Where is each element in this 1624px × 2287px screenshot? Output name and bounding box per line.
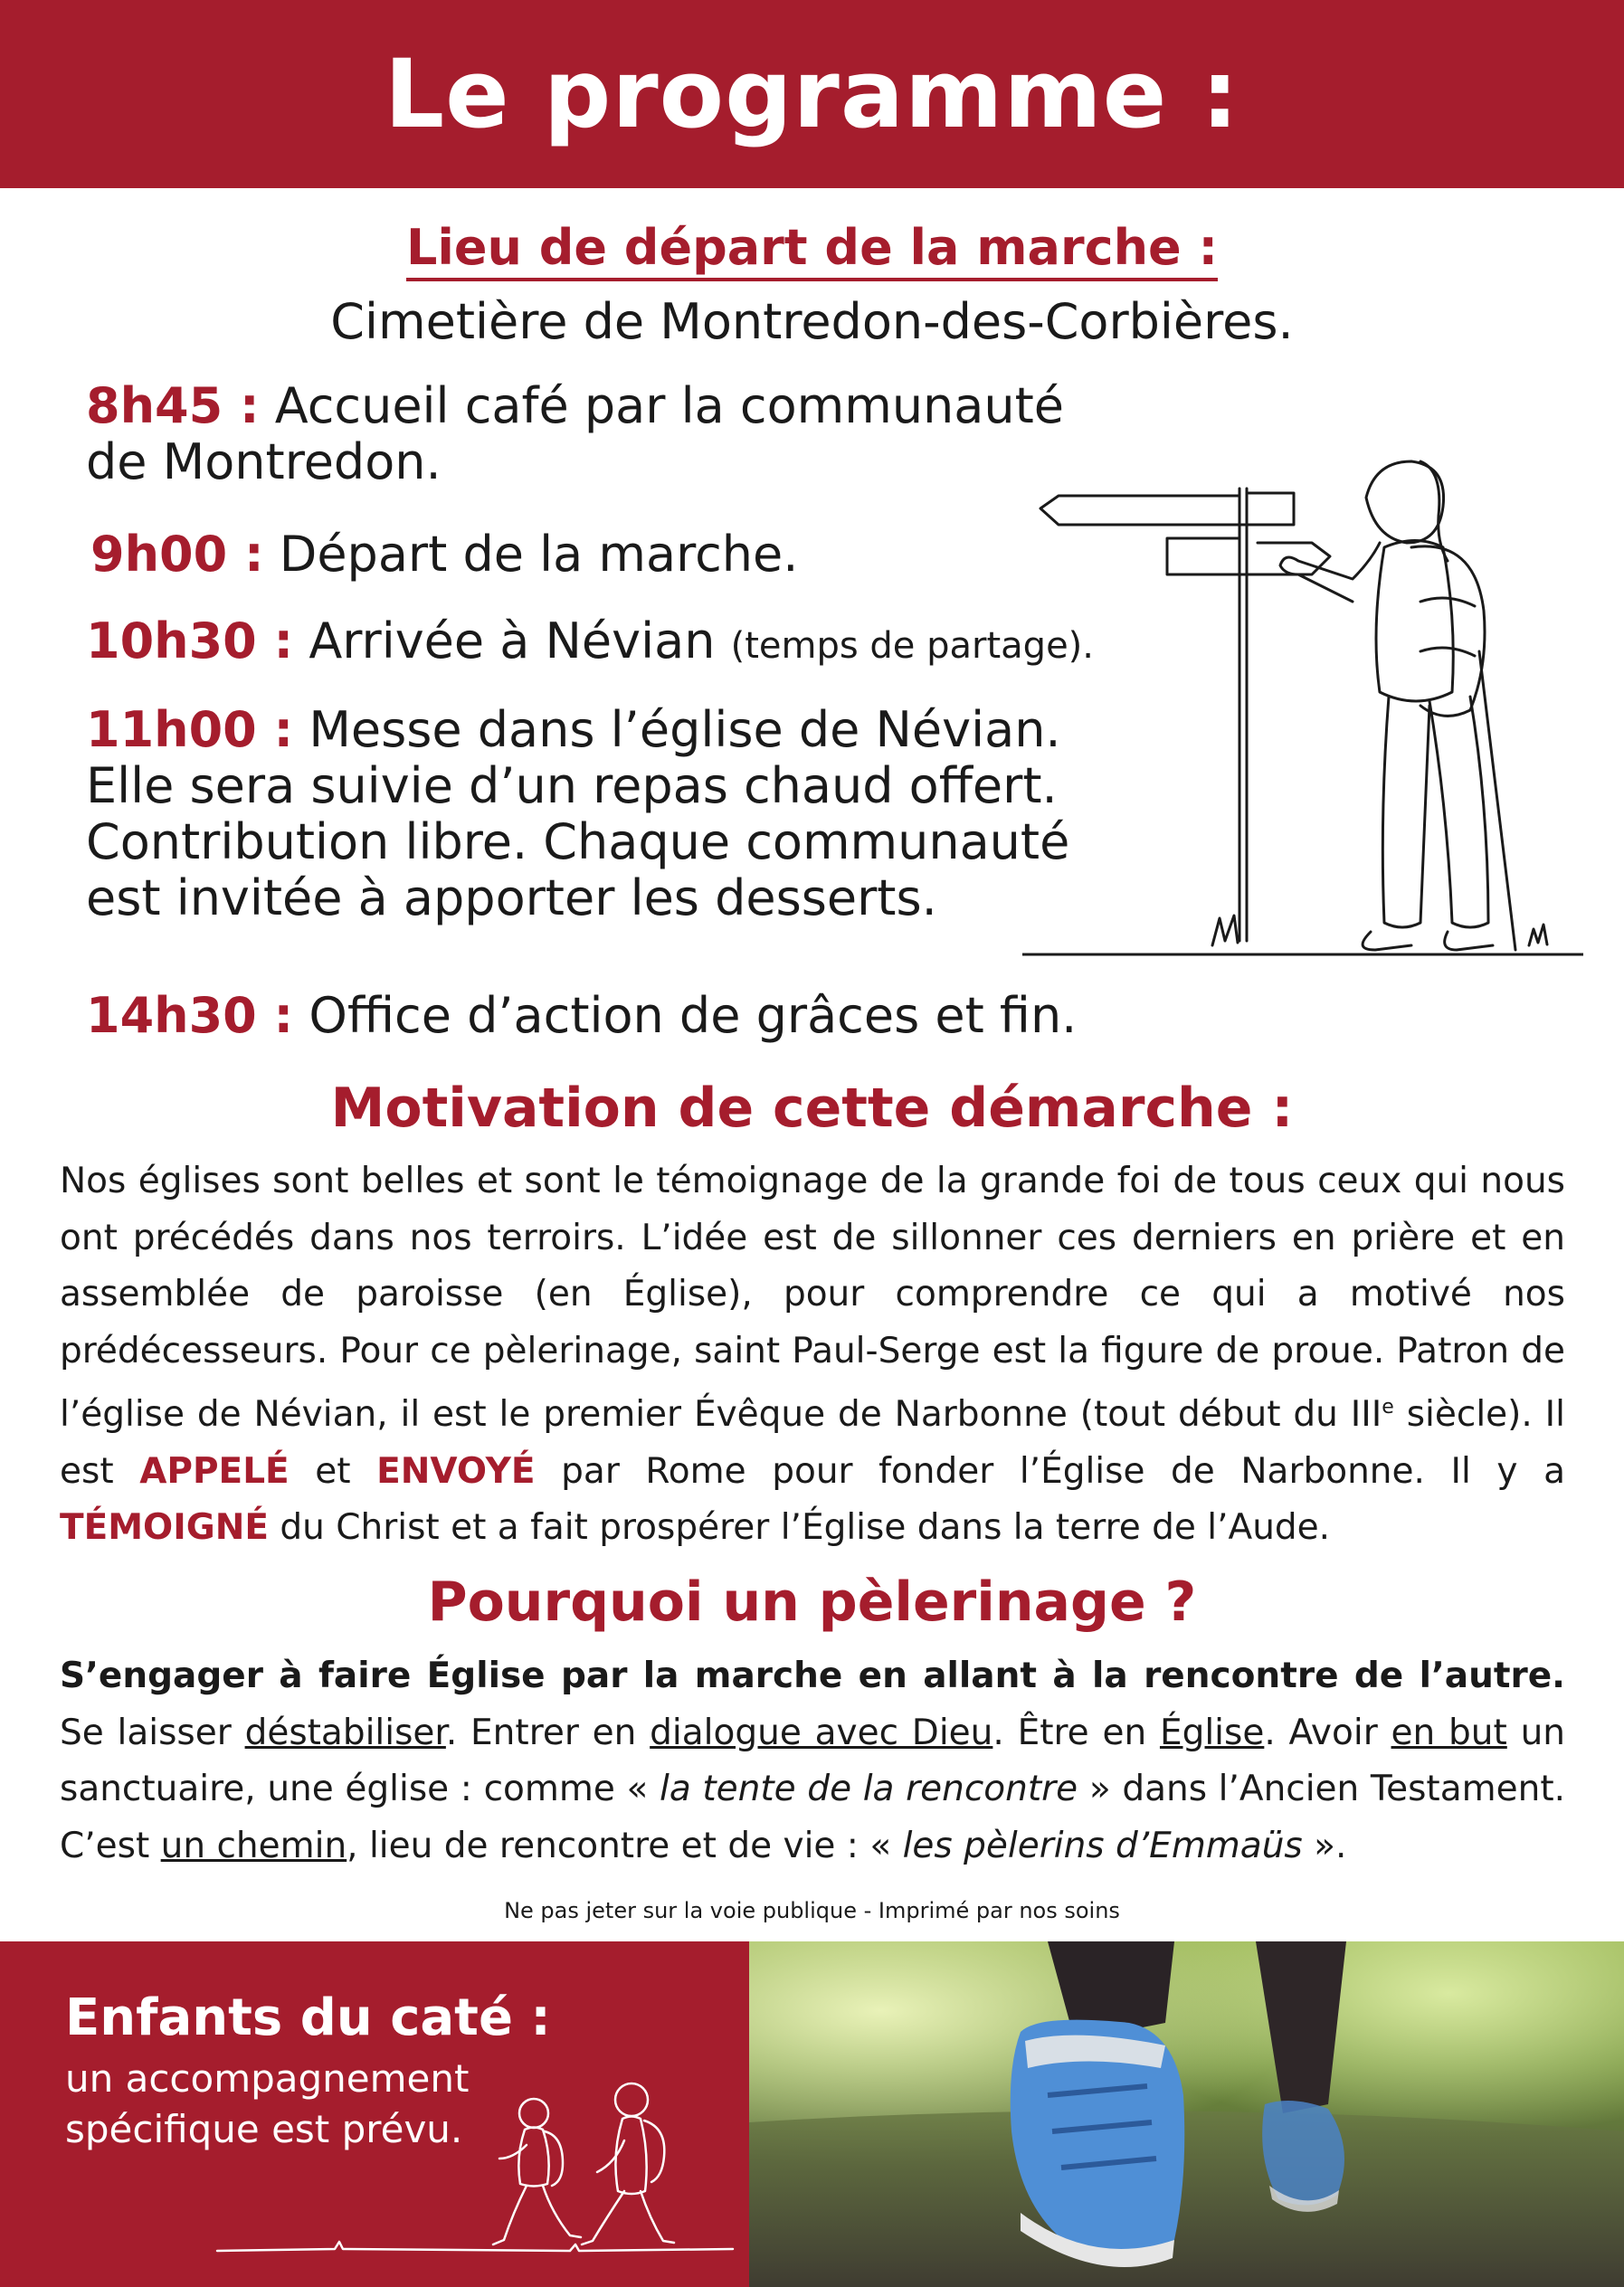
keyword-appele: APPELÉ — [139, 1450, 290, 1492]
kids-text: un accompagnement spécifique est prévu. — [65, 2056, 470, 2151]
pourquoi-title: Pourquoi un pèlerinage ? — [427, 1571, 1197, 1634]
header-banner — [0, 0, 1624, 188]
departure-place: Cimetière de Montredon-des-Corbières. — [330, 293, 1294, 350]
schedule-text-cont: de Montredon. — [86, 433, 442, 490]
departure-label: Lieu de départ de la marche : — [0, 219, 1624, 276]
motivation-title: Motivation de cette démarche : — [330, 1077, 1294, 1140]
pourquoi-paragraph: S’engager à faire Église par la marche en allant à la rencontre de l’autre. Se laisser déstabiliser. Entrer en dialogue avec Dieu. Être en Église. Avoir en but un sanctuaire, une église : comme « la tente de la rencontre » dans l’Ancien Testament. C’est un chemin, lieu de rencontre et de vie : « les pèlerins d’Emmaüs ». — [60, 1656, 1566, 1866]
kids-panel — [0, 1941, 749, 2287]
keyword-envoye: ENVOYÉ — [376, 1450, 536, 1492]
schedule-item-1430: 14h30 : Office d’action de grâces et fin. — [86, 987, 1078, 1044]
kids-title: Enfants du caté : — [65, 1988, 551, 2047]
keyword-temoigne: TÉMOIGNÉ — [60, 1507, 270, 1548]
walking-shoes-photo — [749, 1941, 1624, 2287]
schedule-item-0845 — [86, 378, 1126, 490]
schedule-item-1030: 10h30 : Arrivée à Névian (temps de partage). — [86, 612, 1094, 669]
schedule-time: 8h45 : — [86, 377, 260, 434]
schedule-text: Accueil café par la communauté — [274, 377, 1064, 434]
schedule-item-0900: 9h00 : Départ de la marche. — [90, 526, 799, 583]
page-title: Le programme : — [384, 39, 1240, 149]
schedule-item-1100: 11h00 : Messe dans l’église de Névian. Elle sera suivie d’un repas chaud offert. Contribution libre. Chaque communauté est invitée à apporter les desserts. — [86, 701, 1070, 926]
motivation-paragraph: Nos églises sont belles et sont le témoignage de la grande foi de tous ceux qui nous ont précédés dans nos terroirs. L’idée est de sillonner ces derniers en prière et en assemblée de paroisse (en Église), pour comprendre ce qui a motivé nos prédécesseurs. Pour ce pèlerinage, saint Paul-Serge est la figure de proue. Patron de l’église de Névian, il est le premier Évêque de Narbonne (tout début du IIIe siècle). Il est APPELÉ et ENVOYÉ par Rome pour fonder l’Église de Narbonne. Il y a TÉMOIGNÉ du Christ et a fait prospérer l’Église dans la terre de l’Aude. — [60, 1161, 1565, 1548]
hiker-signpost-illustration — [1022, 443, 1583, 986]
children-hiking-illustration — [208, 2059, 742, 2285]
footer-note: Ne pas jeter sur la voie publique - Imprimé par nos soins — [504, 1898, 1120, 1923]
